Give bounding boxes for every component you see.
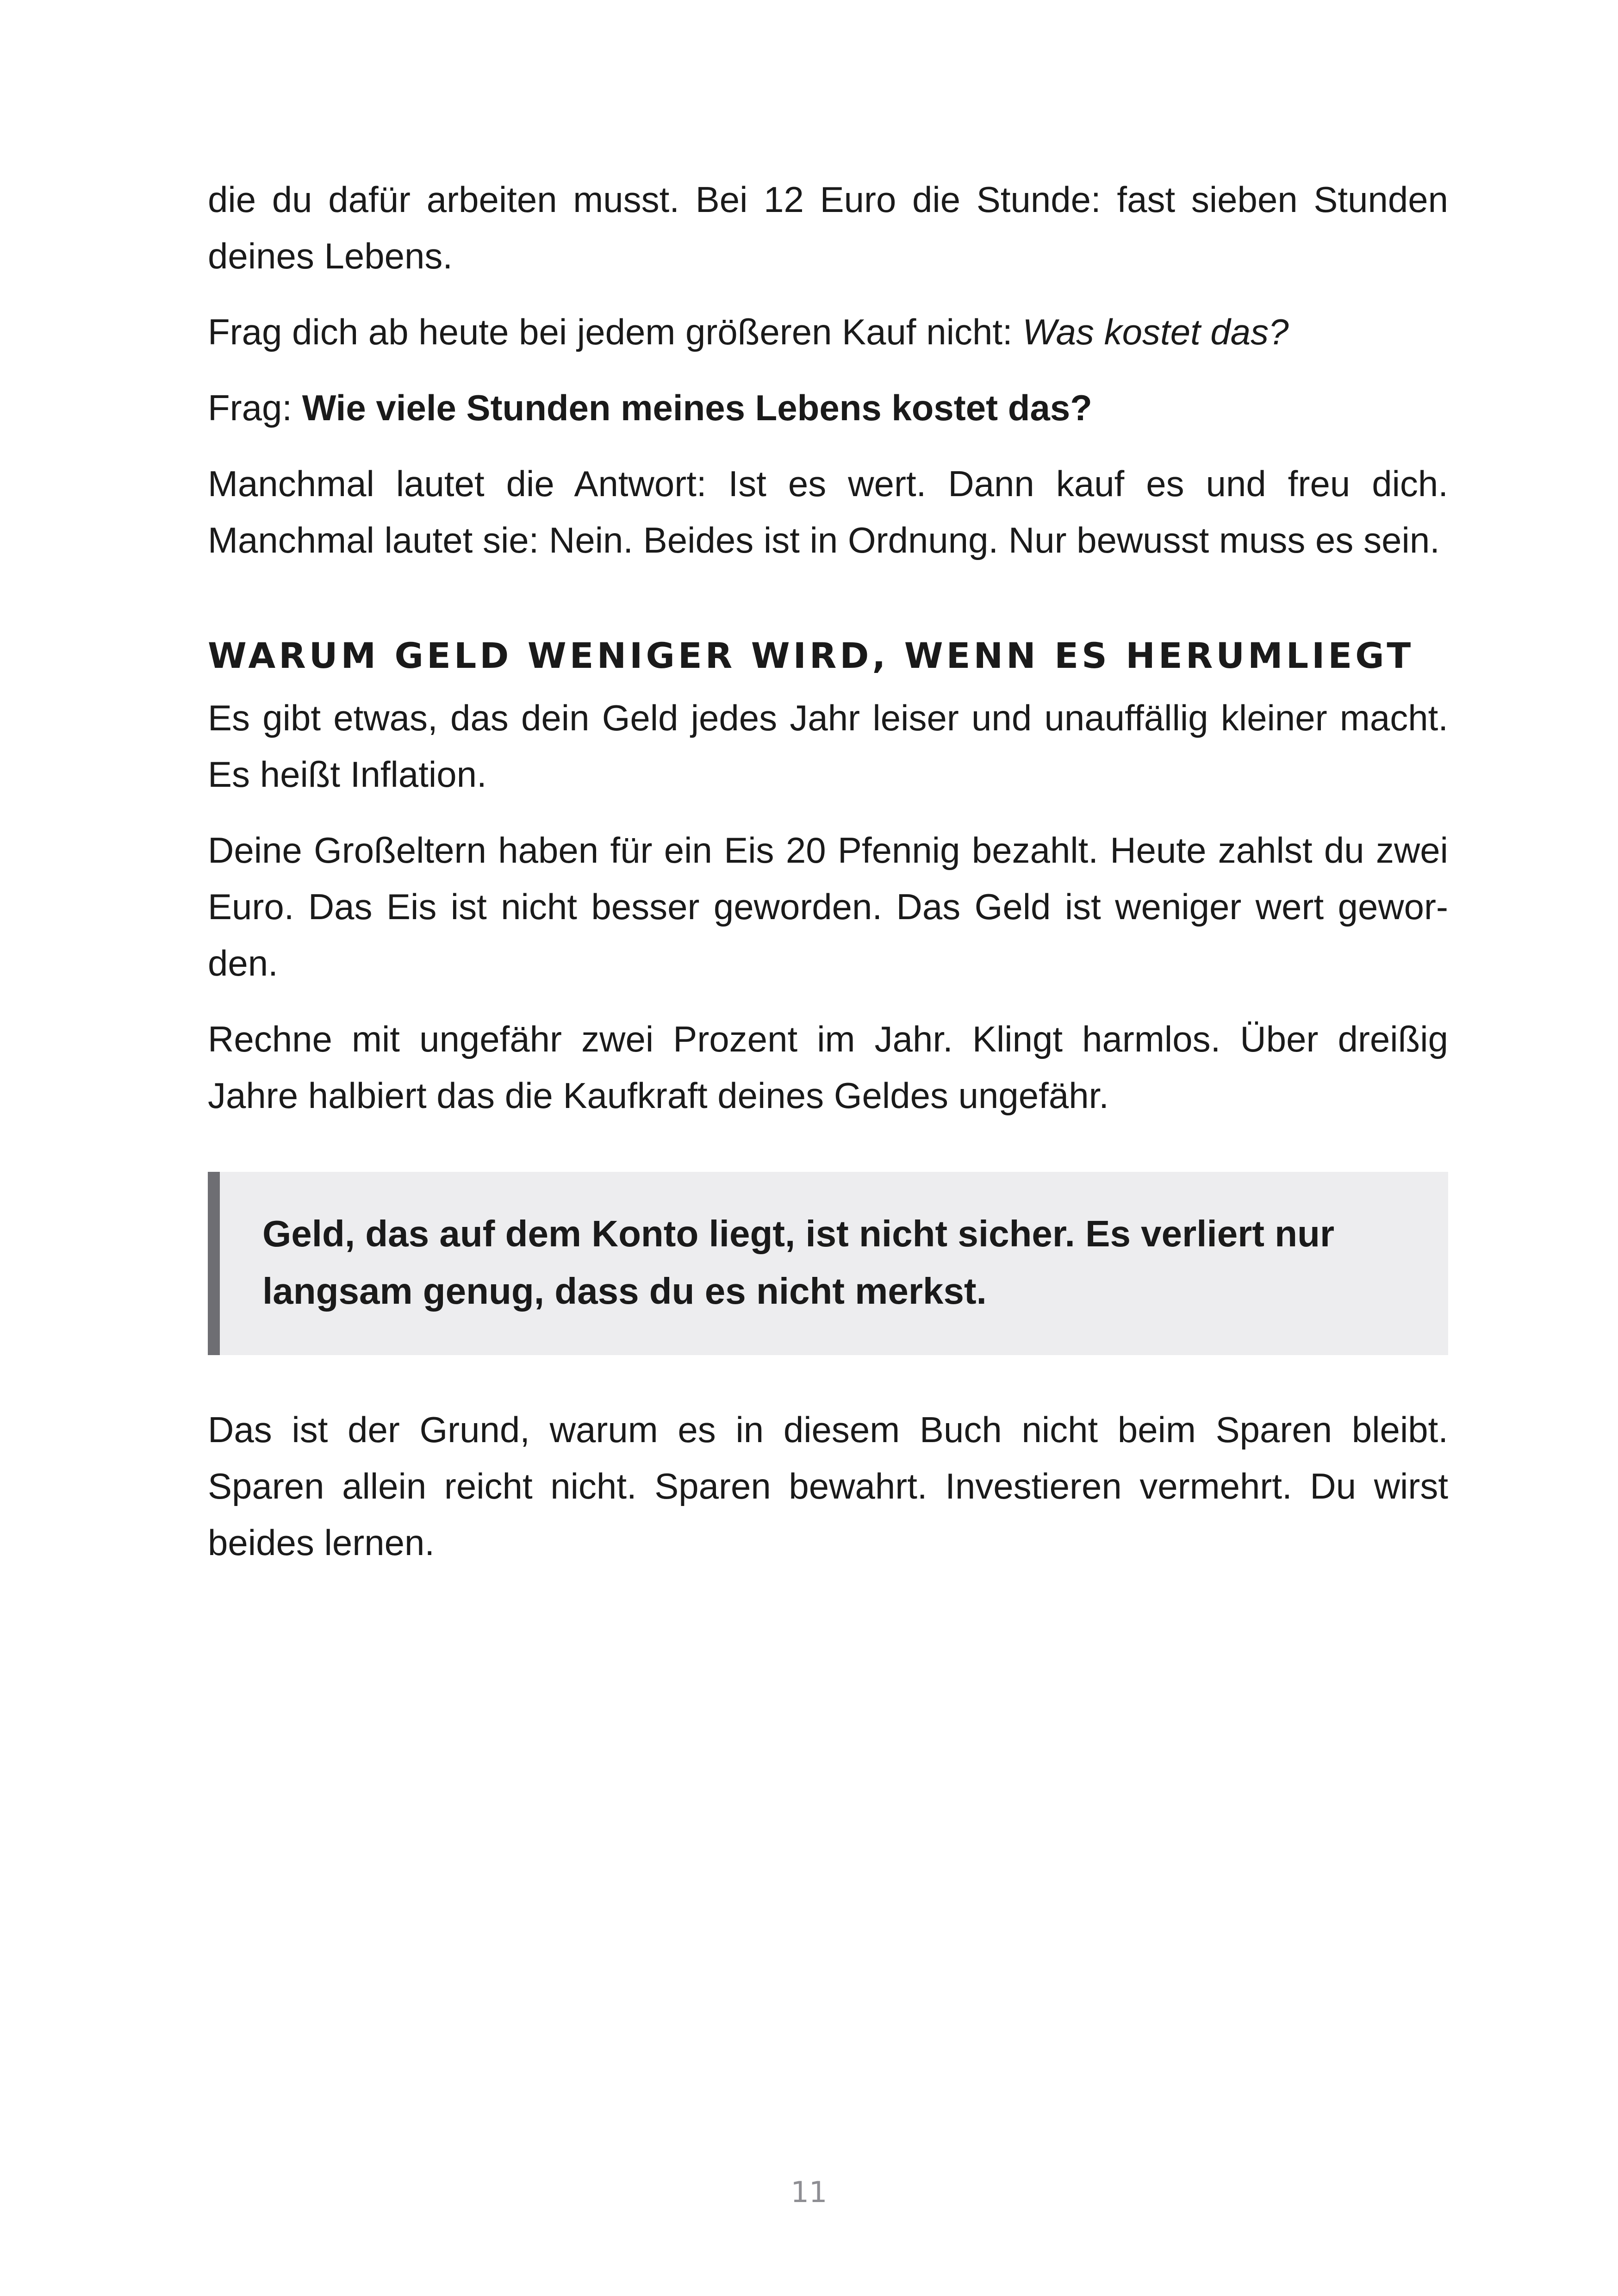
paragraph-continuation: die du dafür arbeiten musst. Bei 12 Euro die Stunde: fast sieben Stunden deines Lebens. bbox=[208, 179, 1448, 276]
page-content bbox=[208, 171, 1448, 1590]
ask-prefix: Frag: bbox=[208, 387, 302, 428]
paragraph-closing: Das ist der Grund, warum es in diesem Buch nicht beim Sparen bleibt. Sparen allein reicht nicht. Sparen bewahrt. Investieren vermehrt. Du wirst beides lernen. bbox=[208, 1409, 1448, 1563]
callout-box bbox=[208, 1172, 1448, 1355]
paragraph-answer: Manchmal lautet die Antwort: Ist es wert. Dann kauf es und freu dich. Manchmal lautet sie: Nein. Beides ist in Ordnung. Nur bewusst muss es sein. bbox=[208, 463, 1448, 560]
section-heading: WARUM GELD WENIGER WIRD, WENN ES HERUMLIEGT bbox=[208, 635, 1414, 676]
paragraph-inflation: Es gibt etwas, das dein Geld jedes Jahr leiser und unauffällig kleiner macht. Es heißt Inflation. bbox=[208, 697, 1448, 795]
callout-text: Geld, das auf dem Konto liegt, ist nicht sicher. Es verliert nur langsam genug, dass du es nicht merkst. bbox=[262, 1213, 1335, 1312]
page-number: 11 bbox=[790, 2175, 828, 2209]
question-italic: Was kostet das? bbox=[1022, 311, 1289, 352]
ask-bold: Wie viele Stunden meines Lebens kostet das? bbox=[302, 387, 1092, 428]
question-prefix: Frag dich ab heute bei jedem größeren Kauf nicht: bbox=[208, 311, 1023, 352]
paragraph-ask bbox=[208, 380, 1448, 436]
paragraph-question bbox=[208, 304, 1448, 360]
paragraph-grandparents: Deine Großeltern haben für ein Eis 20 Pfennig bezahlt. Heute zahlst du zwei Euro. Das Eis ist nicht besser geworden. Das Geld ist weniger wert geworden. bbox=[208, 830, 1448, 983]
paragraph-two-percent: Rechne mit ungefähr zwei Prozent im Jahr. Klingt harmlos. Über dreißig Jahre halbiert das die Kaufkraft deines Geldes ungefähr. bbox=[208, 1019, 1448, 1116]
